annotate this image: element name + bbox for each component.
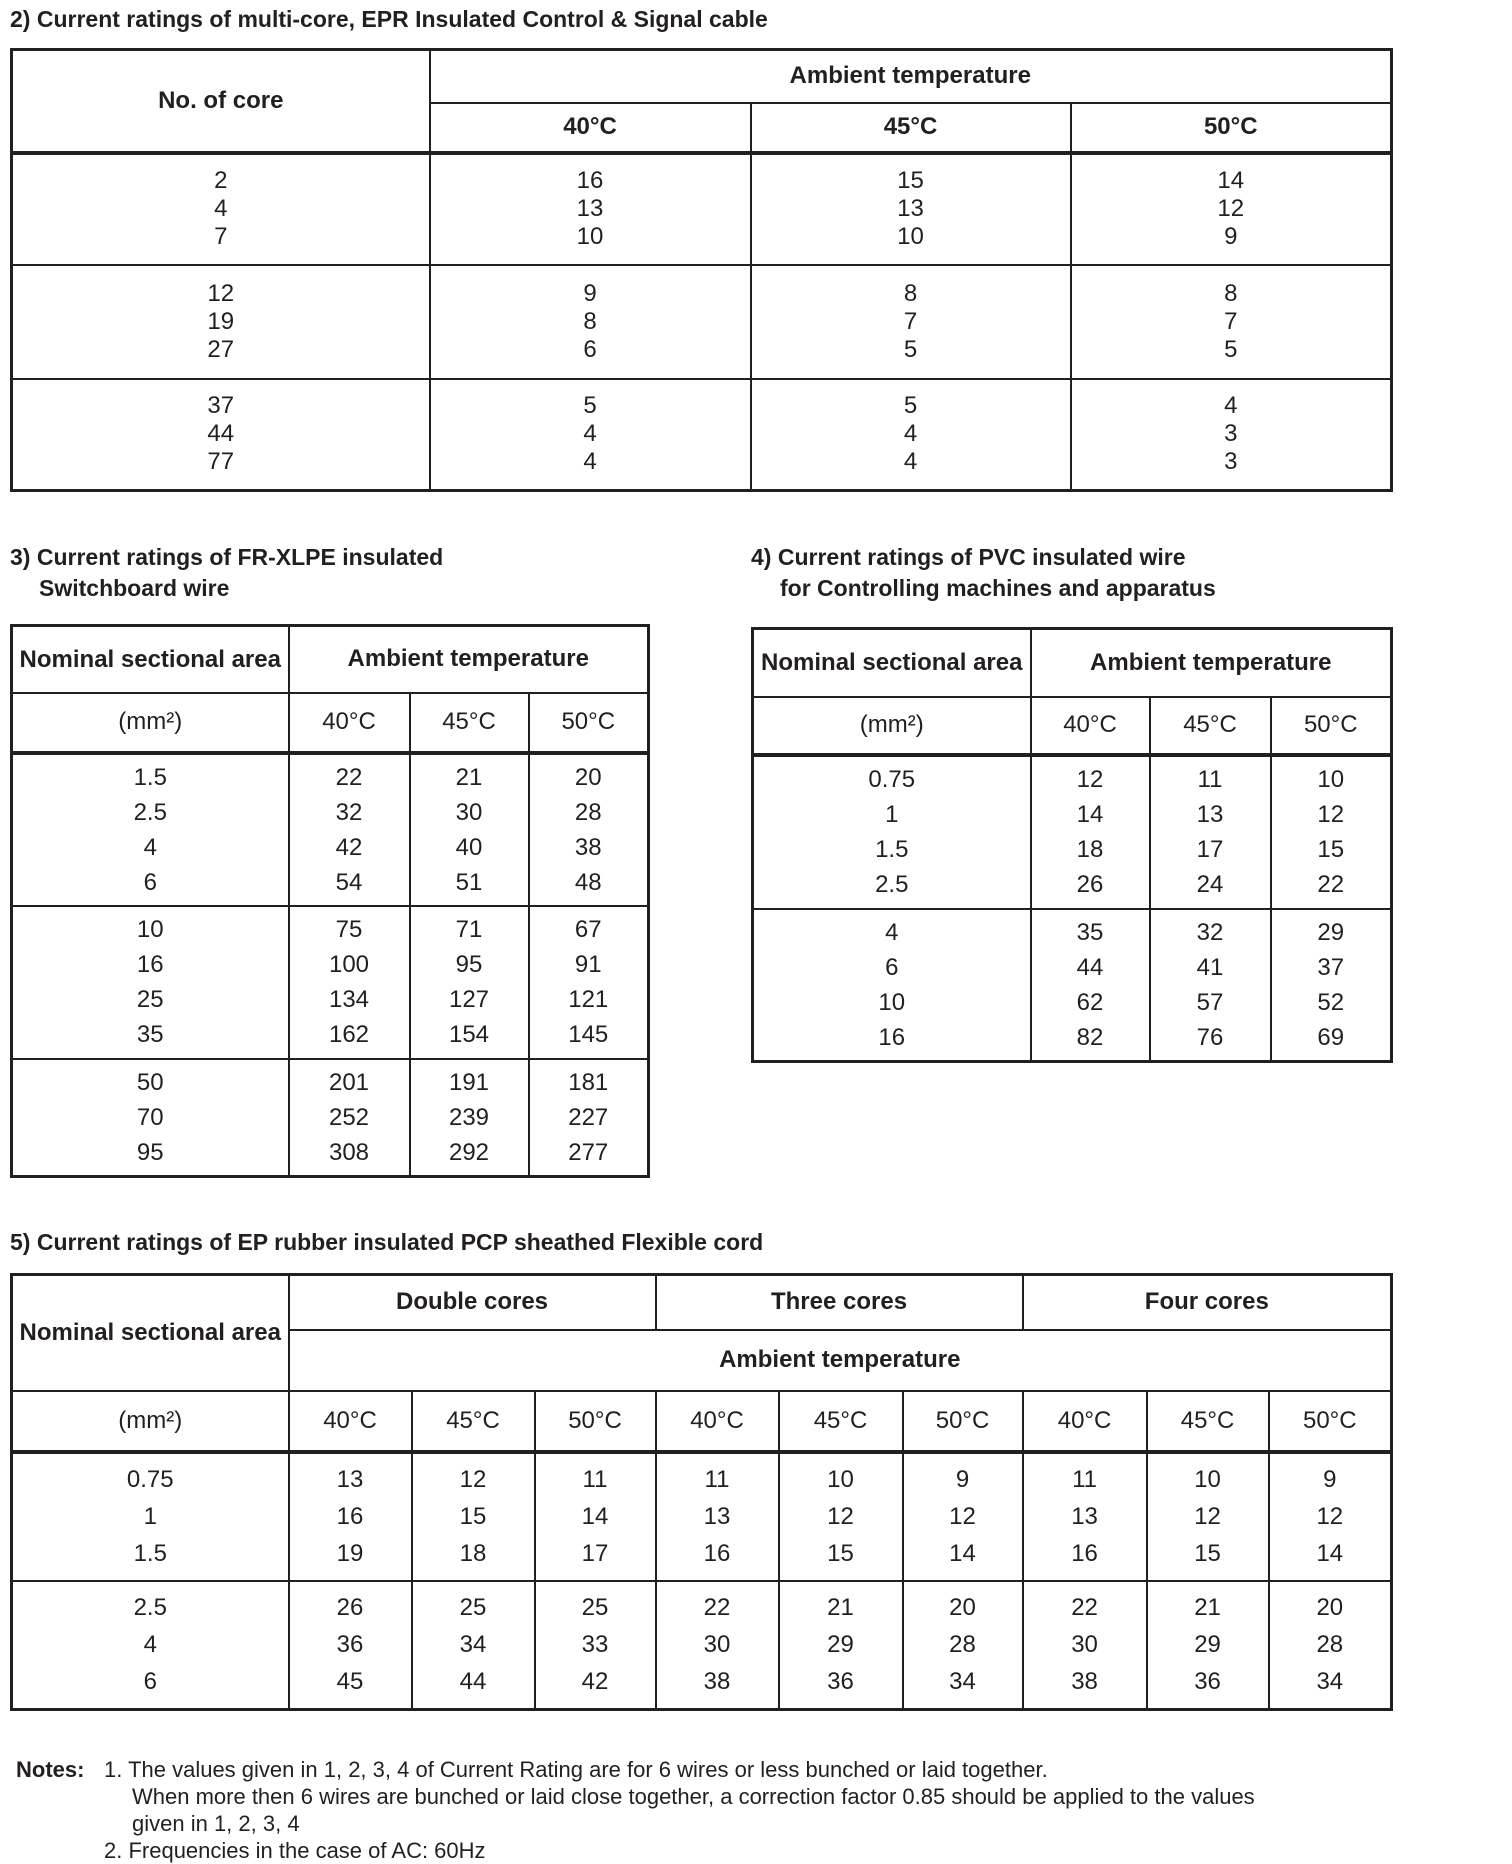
table-row-group: [12, 753, 649, 906]
cell-value: 12: [459, 1466, 487, 1493]
col-header-three-40c: 40°C: [656, 1391, 779, 1452]
cell-value: 76: [1196, 1023, 1224, 1051]
section4-title: 4) Current ratings of PVC insulated wire for Controlling machines and apparatus: [751, 544, 1216, 601]
cell-value: 100: [328, 951, 370, 978]
col-header-double-50c: 50°C: [535, 1391, 656, 1452]
cell-value: 227: [568, 1103, 609, 1131]
cell-value: 1.5: [133, 763, 167, 791]
cell-value: 13: [1196, 801, 1224, 828]
cell-value: 13: [336, 1466, 364, 1493]
cell-value: 2.5: [133, 1594, 167, 1622]
cell-value: 16: [703, 1540, 731, 1567]
col-header-40c: 40°C: [289, 693, 410, 753]
cell-value: 54: [335, 868, 363, 896]
cell-value: 9: [583, 279, 597, 307]
cell-value: 16: [878, 1023, 906, 1051]
cell-value: 77: [207, 448, 235, 476]
cell-value: 6: [143, 868, 157, 896]
cell-value: 21: [827, 1594, 854, 1622]
cell-value: 3: [1224, 448, 1238, 476]
cell-value: 17: [1196, 836, 1224, 863]
cell-value: 19: [207, 307, 235, 335]
cell-value: 6: [885, 953, 899, 981]
cell-value: 32: [1196, 918, 1224, 946]
col-header-four-45c: 45°C: [1147, 1391, 1269, 1452]
cell-value: 4: [885, 918, 899, 946]
table-ep-rubber-flexible-cord: [10, 1273, 1393, 1711]
cell-value: 1: [885, 801, 899, 828]
cell-value: 7: [1224, 307, 1238, 335]
cell-value: 25: [581, 1594, 609, 1622]
cell-value: 10: [827, 1466, 854, 1493]
table-fr-xlpe-switchboard-wire: [10, 624, 650, 1178]
note-2: 2. Frequencies in the case of AC: 60Hz: [104, 1838, 486, 1863]
cell-value: 33: [581, 1631, 609, 1659]
cell-value: 14: [1217, 167, 1245, 194]
cell-value: 16: [336, 1503, 364, 1530]
cell-value: 12: [949, 1503, 976, 1530]
section5-title: 5) Current ratings of EP rubber insulated PCP sheathed Flexible cord: [10, 1229, 764, 1255]
section2-title: 2) Current ratings of multi-core, EPR Insulated Control & Signal cable: [10, 6, 768, 32]
cell-value: 32: [335, 798, 363, 826]
cell-value: 11: [1072, 1466, 1097, 1493]
cell-value: 3: [1224, 420, 1238, 448]
cell-value: 20: [1316, 1594, 1344, 1622]
cell-value: 13: [703, 1503, 731, 1530]
cell-value: 154: [448, 1021, 490, 1048]
cell-value: 9: [1224, 223, 1238, 250]
table-row-group: [753, 755, 1392, 909]
cell-value: 28: [1316, 1631, 1344, 1659]
col-header-three-cores: Three cores: [656, 1275, 1023, 1330]
cell-value: 14: [581, 1503, 609, 1530]
cell-value: 1.5: [133, 1540, 167, 1567]
cell-value: 36: [1194, 1668, 1221, 1696]
cell-value: 20: [574, 763, 602, 791]
cell-value: 30: [455, 798, 483, 826]
cell-value: 10: [897, 223, 924, 250]
cell-value: 57: [1196, 988, 1224, 1016]
cell-value: 7: [903, 307, 918, 335]
cell-value: 37: [207, 392, 235, 420]
cell-value: 8: [1224, 279, 1238, 307]
col-header-unit: (mm²): [12, 693, 289, 753]
cell-value: 20: [949, 1594, 976, 1622]
cell-value: 16: [576, 167, 604, 194]
cell-value: 12: [1317, 801, 1345, 828]
col-header-50c: 50°C: [1271, 697, 1392, 755]
cell-value: 67: [574, 916, 602, 943]
cell-value: 21: [455, 763, 483, 791]
cell-value: 28: [574, 798, 602, 826]
cell-value: 5: [903, 392, 918, 420]
cell-value: 22: [1317, 871, 1345, 898]
cell-value: 5: [583, 392, 597, 420]
cell-value: 11: [582, 1466, 608, 1493]
cell-value: 34: [1316, 1668, 1344, 1696]
cell-value: 51: [455, 868, 483, 896]
cell-value: 62: [1076, 988, 1104, 1016]
cell-value: 17: [581, 1540, 609, 1567]
cell-value: 6: [583, 335, 597, 363]
cell-value: 145: [568, 1021, 609, 1048]
cell-value: 201: [328, 1068, 370, 1096]
col-header-ambient-temperature: Ambient temperature: [430, 50, 1392, 103]
cell-value: 252: [328, 1103, 370, 1131]
col-header-45c: 45°C: [751, 103, 1071, 153]
cell-value: 48: [574, 868, 602, 896]
cell-value: 10: [576, 223, 604, 250]
cell-value: 4: [903, 448, 918, 476]
cell-value: 11: [1197, 766, 1223, 793]
cell-value: 1: [143, 1503, 157, 1530]
cell-value: 4: [1224, 392, 1238, 420]
cell-value: 34: [459, 1631, 487, 1659]
cell-value: 25: [136, 986, 164, 1013]
cell-value: 134: [328, 986, 370, 1013]
cell-value: 13: [897, 195, 924, 222]
table-pvc-control-wire: [751, 627, 1393, 1063]
cell-value: 4: [143, 1631, 157, 1659]
cell-value: 75: [335, 916, 363, 943]
cell-value: 44: [1076, 953, 1104, 981]
table-epr-control-signal-cable: [10, 48, 1393, 492]
cell-value: 2.5: [133, 798, 167, 826]
col-header-40c: 40°C: [1031, 697, 1150, 755]
cell-value: 29: [1317, 918, 1345, 946]
cell-value: 162: [328, 1021, 370, 1048]
cell-value: 52: [1317, 988, 1345, 1016]
table-row-group: [753, 909, 1392, 1062]
cell-value: 29: [1194, 1631, 1221, 1659]
cell-value: 38: [574, 833, 602, 861]
cell-value: 35: [1076, 918, 1104, 946]
col-header-three-50c: 50°C: [903, 1391, 1023, 1452]
cell-value: 70: [136, 1103, 164, 1131]
cell-value: 0.75: [868, 766, 916, 793]
cell-value: 18: [459, 1540, 487, 1567]
cell-value: 22: [335, 763, 363, 791]
col-header-four-cores: Four cores: [1023, 1275, 1392, 1330]
cell-value: 25: [459, 1594, 487, 1622]
col-header-ambient-temperature: Ambient temperature: [289, 1330, 1392, 1391]
cell-value: 4: [903, 420, 918, 448]
cell-value: 8: [903, 279, 918, 307]
table-row-group: [12, 153, 1392, 265]
cell-value: 4: [583, 448, 597, 476]
cell-value: 41: [1196, 953, 1224, 981]
col-header-unit: (mm²): [12, 1391, 289, 1452]
cell-value: 34: [949, 1668, 976, 1696]
cell-value: 42: [335, 833, 363, 861]
cell-value: 19: [336, 1540, 364, 1567]
col-header-45c: 45°C: [410, 693, 529, 753]
col-header-40c: 40°C: [430, 103, 751, 153]
cell-value: 40: [455, 833, 483, 861]
cell-value: 37: [1317, 953, 1345, 981]
cell-value: 16: [136, 951, 164, 978]
cell-value: 91: [574, 951, 602, 978]
col-header-double-cores: Double cores: [289, 1275, 656, 1330]
cell-value: 9: [1323, 1466, 1337, 1493]
cell-value: 308: [328, 1138, 370, 1166]
cell-value: 121: [568, 986, 609, 1013]
cell-value: 35: [136, 1021, 164, 1048]
cell-value: 26: [336, 1594, 364, 1622]
cell-value: 12: [1316, 1503, 1344, 1530]
table-row-group: [12, 265, 1392, 379]
cell-value: 15: [827, 1540, 854, 1567]
cell-value: 2: [214, 167, 228, 194]
table-row-group: [12, 1581, 1392, 1710]
cell-value: 7: [214, 223, 228, 250]
col-header-unit: (mm²): [753, 697, 1031, 755]
cell-value: 28: [949, 1631, 976, 1659]
cell-value: 22: [1071, 1594, 1098, 1622]
cell-value: 9: [955, 1466, 970, 1493]
col-header-ambient-temperature: Ambient temperature: [1031, 629, 1392, 697]
cell-value: 14: [1076, 801, 1104, 828]
cell-value: 38: [1071, 1668, 1098, 1696]
cell-value: 4: [583, 420, 597, 448]
cell-value: 15: [459, 1503, 487, 1530]
cell-value: 12: [1194, 1503, 1221, 1530]
cell-value: 191: [448, 1068, 490, 1096]
cell-value: 18: [1076, 836, 1104, 863]
cell-value: 36: [827, 1668, 854, 1696]
cell-value: 13: [1071, 1503, 1098, 1530]
cell-value: 71: [455, 916, 483, 943]
cell-value: 181: [568, 1068, 609, 1096]
col-header-four-50c: 50°C: [1269, 1391, 1392, 1452]
cell-value: 2.5: [875, 871, 909, 898]
col-header-no-of-core: No. of core: [12, 50, 430, 153]
cell-value: 127: [448, 986, 490, 1013]
col-header-four-40c: 40°C: [1023, 1391, 1147, 1452]
cell-value: 277: [568, 1138, 609, 1166]
table-row-group: [12, 1452, 1392, 1581]
cell-value: 82: [1076, 1023, 1104, 1051]
cell-value: 8: [583, 307, 597, 335]
cell-value: 10: [878, 988, 906, 1016]
cell-value: 15: [1317, 836, 1345, 863]
cell-value: 38: [703, 1668, 731, 1696]
table-row-group: [12, 1059, 649, 1177]
note-1: 1. The values given in 1, 2, 3, 4 of Current Rating are for 6 wires or less bunched or laid together.: [104, 1757, 1048, 1782]
section3-title: 3) Current ratings of FR-XLPE insulated Switchboard wire: [10, 544, 444, 601]
note-1-continued-2: given in 1, 2, 3, 4: [132, 1811, 300, 1836]
cell-value: 44: [459, 1668, 487, 1696]
cell-value: 11: [704, 1466, 730, 1493]
cell-value: 12: [827, 1503, 854, 1530]
cell-value: 15: [1194, 1540, 1221, 1567]
cell-value: 14: [1316, 1540, 1344, 1567]
cell-value: 21: [1194, 1594, 1221, 1622]
cell-value: 10: [1194, 1466, 1221, 1493]
col-header-ambient-temperature: Ambient temperature: [289, 626, 649, 693]
col-header-50c: 50°C: [529, 693, 649, 753]
cell-value: 50: [136, 1068, 164, 1096]
cell-value: 26: [1076, 871, 1104, 898]
cell-value: 10: [1317, 766, 1345, 793]
cell-value: 95: [136, 1138, 164, 1166]
cell-value: 15: [897, 167, 924, 194]
cell-value: 14: [949, 1540, 976, 1567]
cell-value: 69: [1317, 1023, 1345, 1051]
cell-value: 45: [336, 1668, 364, 1696]
cell-value: 12: [1076, 766, 1104, 793]
cell-value: 12: [207, 279, 235, 307]
cell-value: 27: [207, 335, 235, 363]
col-header-50c: 50°C: [1071, 103, 1392, 153]
cell-value: 13: [576, 195, 604, 222]
cell-value: 36: [336, 1631, 364, 1659]
cell-value: 5: [903, 335, 918, 363]
cell-value: 10: [136, 916, 164, 943]
col-header-45c: 45°C: [1150, 697, 1271, 755]
note-1-continued: When more then 6 wires are bunched or laid close together, a correction factor 0.85 should be applied to the values: [132, 1784, 1255, 1809]
notes-label: Notes:: [16, 1757, 85, 1782]
cell-value: 30: [703, 1631, 731, 1659]
cell-value: 4: [143, 833, 157, 861]
table-row-group: [12, 906, 649, 1059]
col-header-nominal-area: Nominal sectional area: [12, 1275, 289, 1391]
cell-value: 16: [1071, 1540, 1098, 1567]
table-row-group: [12, 379, 1392, 491]
cell-value: 12: [1217, 195, 1245, 222]
cell-value: 29: [827, 1631, 854, 1659]
cell-value: 1.5: [875, 836, 909, 863]
cell-value: 4: [214, 195, 228, 222]
cell-value: 44: [207, 420, 235, 448]
col-header-three-45c: 45°C: [779, 1391, 903, 1452]
cell-value: 6: [143, 1668, 157, 1696]
cell-value: 0.75: [126, 1466, 174, 1493]
col-header-double-40c: 40°C: [289, 1391, 412, 1452]
col-header-nominal-area: Nominal sectional area: [12, 626, 289, 693]
col-header-nominal-area: Nominal sectional area: [753, 629, 1031, 697]
cell-value: 30: [1071, 1631, 1098, 1659]
col-header-double-45c: 45°C: [412, 1391, 535, 1452]
cell-value: 24: [1196, 871, 1224, 898]
cell-value: 95: [455, 951, 483, 978]
cell-value: 22: [703, 1594, 731, 1622]
cell-value: 239: [448, 1103, 490, 1131]
cell-value: 292: [448, 1138, 490, 1166]
cell-value: 5: [1224, 335, 1238, 363]
cell-value: 42: [581, 1668, 609, 1696]
